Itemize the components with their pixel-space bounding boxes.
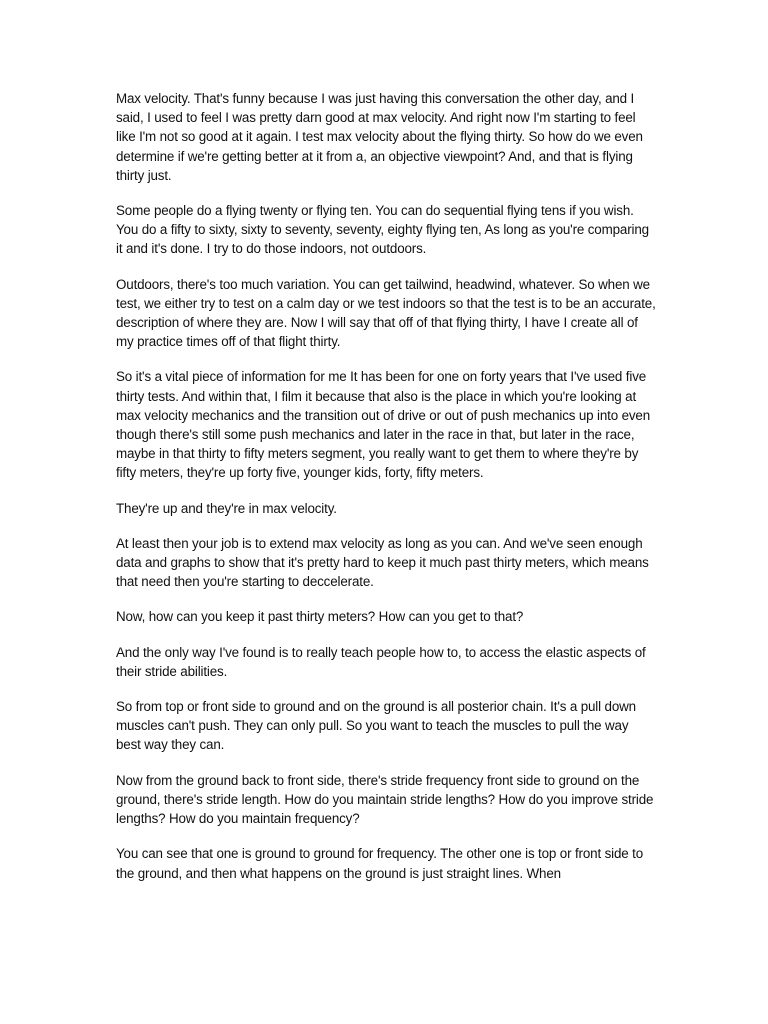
paragraph: They're up and they're in max velocity.: [116, 500, 337, 516]
paragraph: Now from the ground back to front side, there's stride frequency front side to ground on the ground, there's stride length. How do you maintain stride lengths? How do you improve stride lengths? How do you maintain frequency?: [116, 772, 654, 827]
transcript-body: [116, 89, 656, 899]
paragraph: And the only way I've found is to really teach people how to, to access the elastic aspects of their stride abilities.: [116, 644, 646, 679]
paragraph: So it's a vital piece of information for me It has been for one on forty years that I've used five thirty tests. And within that, I film it because that also is the place in which you're looking at max velocity mechanics and the transition out of drive or out of push mechanics up into even though there's still some push mechanics and later in the race in that, but later in the race, maybe in that thirty to fifty meters segment, you really want to get them to where they're by fifty meters, they're up forty five, younger kids, forty, fifty meters.: [116, 369, 651, 481]
paragraph: You can see that one is ground to ground for frequency. The other one is top or front side to the ground, and then what happens on the ground is just straight lines. When: [116, 846, 643, 881]
paragraph: So from top or front side to ground and on the ground is all posterior chain. It's a pull down muscles can't push. They can only pull. So you want to teach the muscles to pull the way best way they can.: [116, 699, 636, 753]
paragraph: Some people do a flying twenty or flying ten. You can do sequential flying tens if you wish. You do a fifty to sixty, sixty to seventy, seventy, eighty flying ten, As long as you're comparing it and it's done. I try to do those indoors, not outdoors.: [116, 203, 649, 257]
paragraph: Max velocity. That's funny because I was just having this conversation the other day, and I said, I used to feel I was pretty darn good at max velocity. And right now I'm starting to feel like I'm not so good at it again. I test max velocity about the flying thirty. So how do we even determine if we're getting better at it from a, an objective viewpoint? And, and that is flying thirty just.: [116, 91, 643, 183]
paragraph: Now, how can you keep it past thirty meters? How can you get to that?: [116, 609, 524, 625]
paragraph: Outdoors, there's too much variation. You can get tailwind, headwind, whatever. So when we test, we either try to test on a calm day or we test indoors so that the test is to be an accurate, description of where they are. Now I will say that off of that flying thirty, I have I create all of my practice times off of that flight thirty.: [116, 276, 656, 350]
paragraph: At least then your job is to extend max velocity as long as you can. And we've seen enough data and graphs to show that it's pretty hard to keep it much past thirty meters, which means that need then you're starting to deccelerate.: [116, 535, 649, 590]
